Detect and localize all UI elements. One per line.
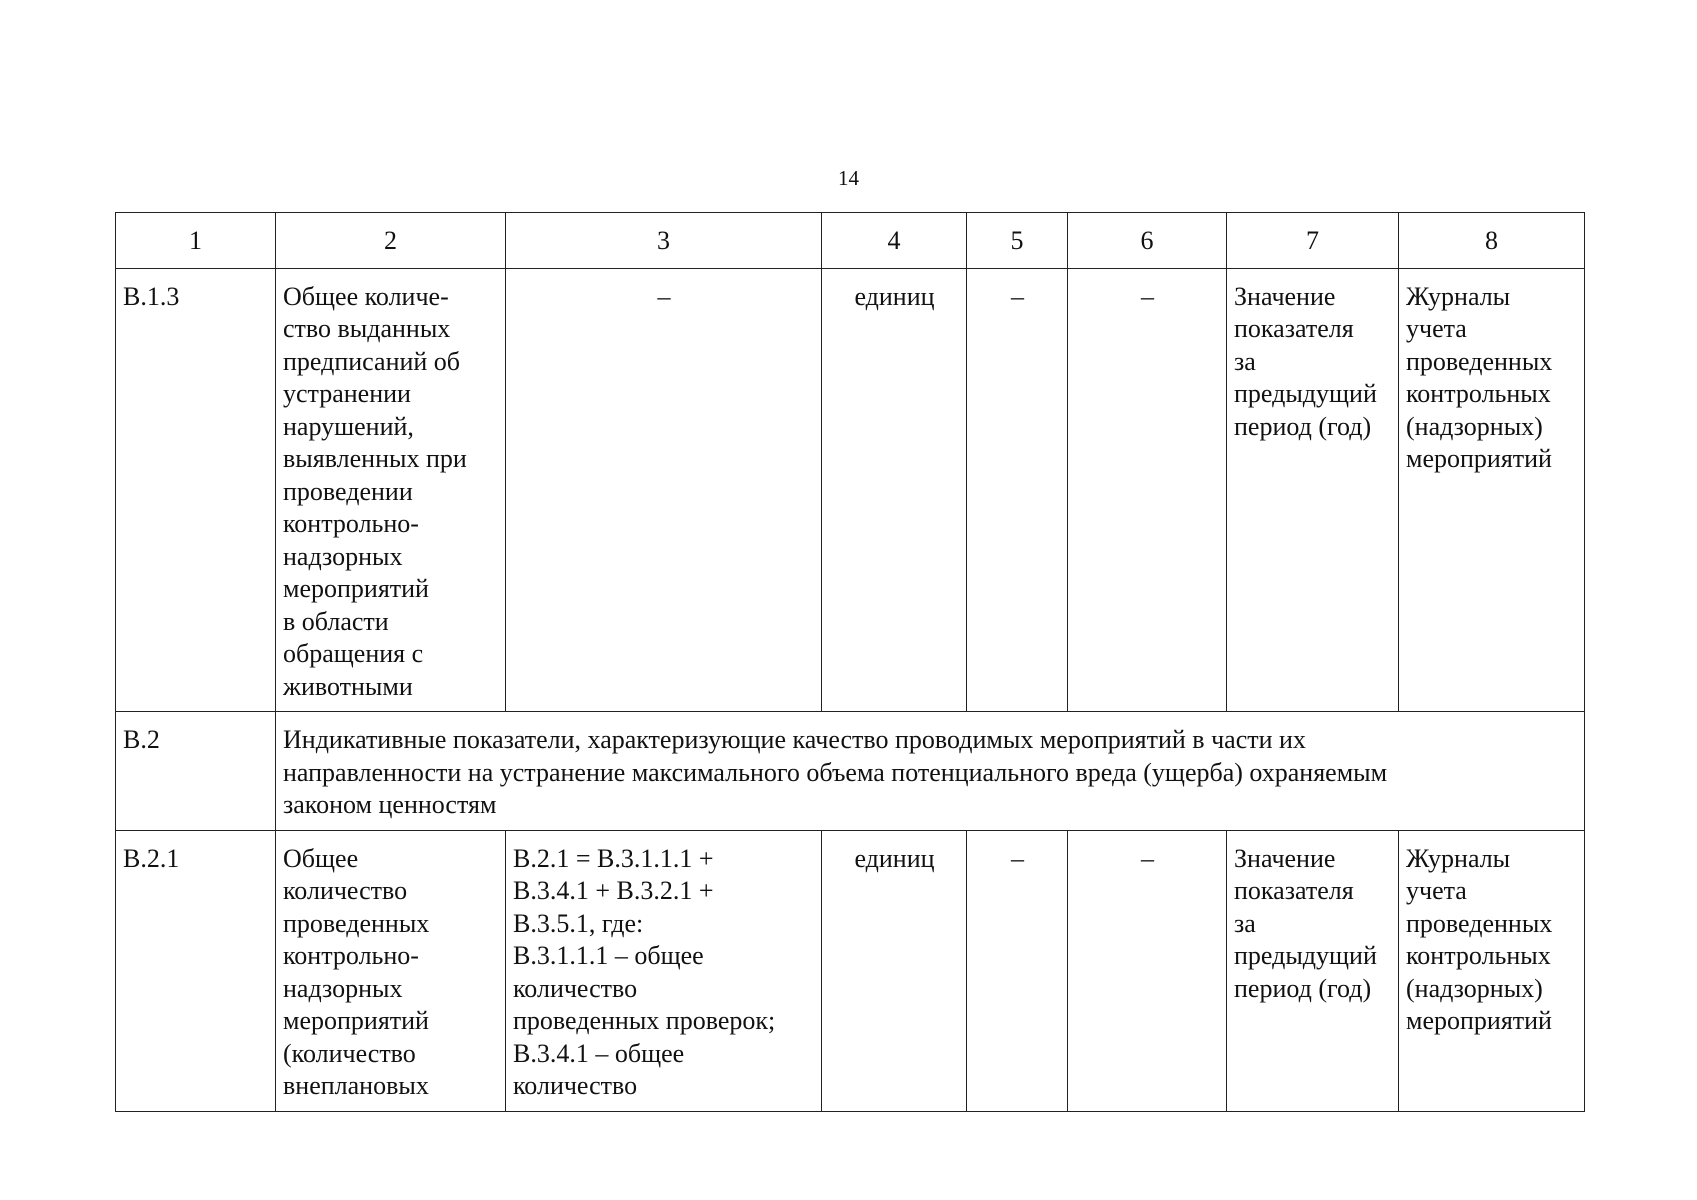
indicator-column-5: – xyxy=(967,268,1068,712)
indicator-baseline: Значение показателя за предыдущий период (год) xyxy=(1227,830,1399,1111)
indicator-name: Общее количе- ство выданных предписаний об устранении нарушений, выявленных при проведении контрольно- надзорных мероприятий в области обращения с животными xyxy=(276,268,506,712)
indicator-name: Общее количество проведенных контрольно- надзорных мероприятий (количество внеплановых xyxy=(276,830,506,1111)
indicator-formula: В.2.1 = В.3.1.1.1 + В.3.4.1 + В.3.2.1 + В.3.5.1, где: В.3.1.1.1 – общее количество проведенных проверок; В.3.4.1 – общее количество xyxy=(506,830,822,1111)
column-number-7: 7 xyxy=(1227,213,1399,269)
column-number-3: 3 xyxy=(506,213,822,269)
section-title: Индикативные показатели, характеризующие качество проводимых мероприятий в части их направленности на устранение максимального объема потенциального вреда (ущерба) охраняемым законом ценностям xyxy=(276,712,1585,831)
column-number-6: 6 xyxy=(1068,213,1227,269)
indicators-table xyxy=(115,212,1585,1112)
indicator-column-6: – xyxy=(1068,830,1227,1111)
indicator-baseline: Значение показателя за предыдущий период (год) xyxy=(1227,268,1399,712)
indicator-code: В.1.3 xyxy=(116,268,276,712)
section-code: В.2 xyxy=(116,712,276,831)
column-number-1: 1 xyxy=(116,213,276,269)
table-row-v-2-1 xyxy=(116,830,1585,1111)
column-number-5: 5 xyxy=(967,213,1068,269)
table-header-row xyxy=(116,213,1585,269)
indicator-source: Журналы учета проведенных контрольных (надзорных) мероприятий xyxy=(1399,830,1585,1111)
indicator-code: В.2.1 xyxy=(116,830,276,1111)
indicator-source: Журналы учета проведенных контрольных (надзорных) мероприятий xyxy=(1399,268,1585,712)
indicator-column-5: – xyxy=(967,830,1068,1111)
column-number-4: 4 xyxy=(822,213,967,269)
indicator-unit: единиц xyxy=(822,830,967,1111)
indicator-formula: – xyxy=(506,268,822,712)
page-number: 14 xyxy=(838,166,859,190)
indicator-unit: единиц xyxy=(822,268,967,712)
column-number-8: 8 xyxy=(1399,213,1585,269)
column-number-2: 2 xyxy=(276,213,506,269)
table-row-v-1-3 xyxy=(116,268,1585,712)
table-row-v-2 xyxy=(116,712,1585,831)
indicator-column-6: – xyxy=(1068,268,1227,712)
